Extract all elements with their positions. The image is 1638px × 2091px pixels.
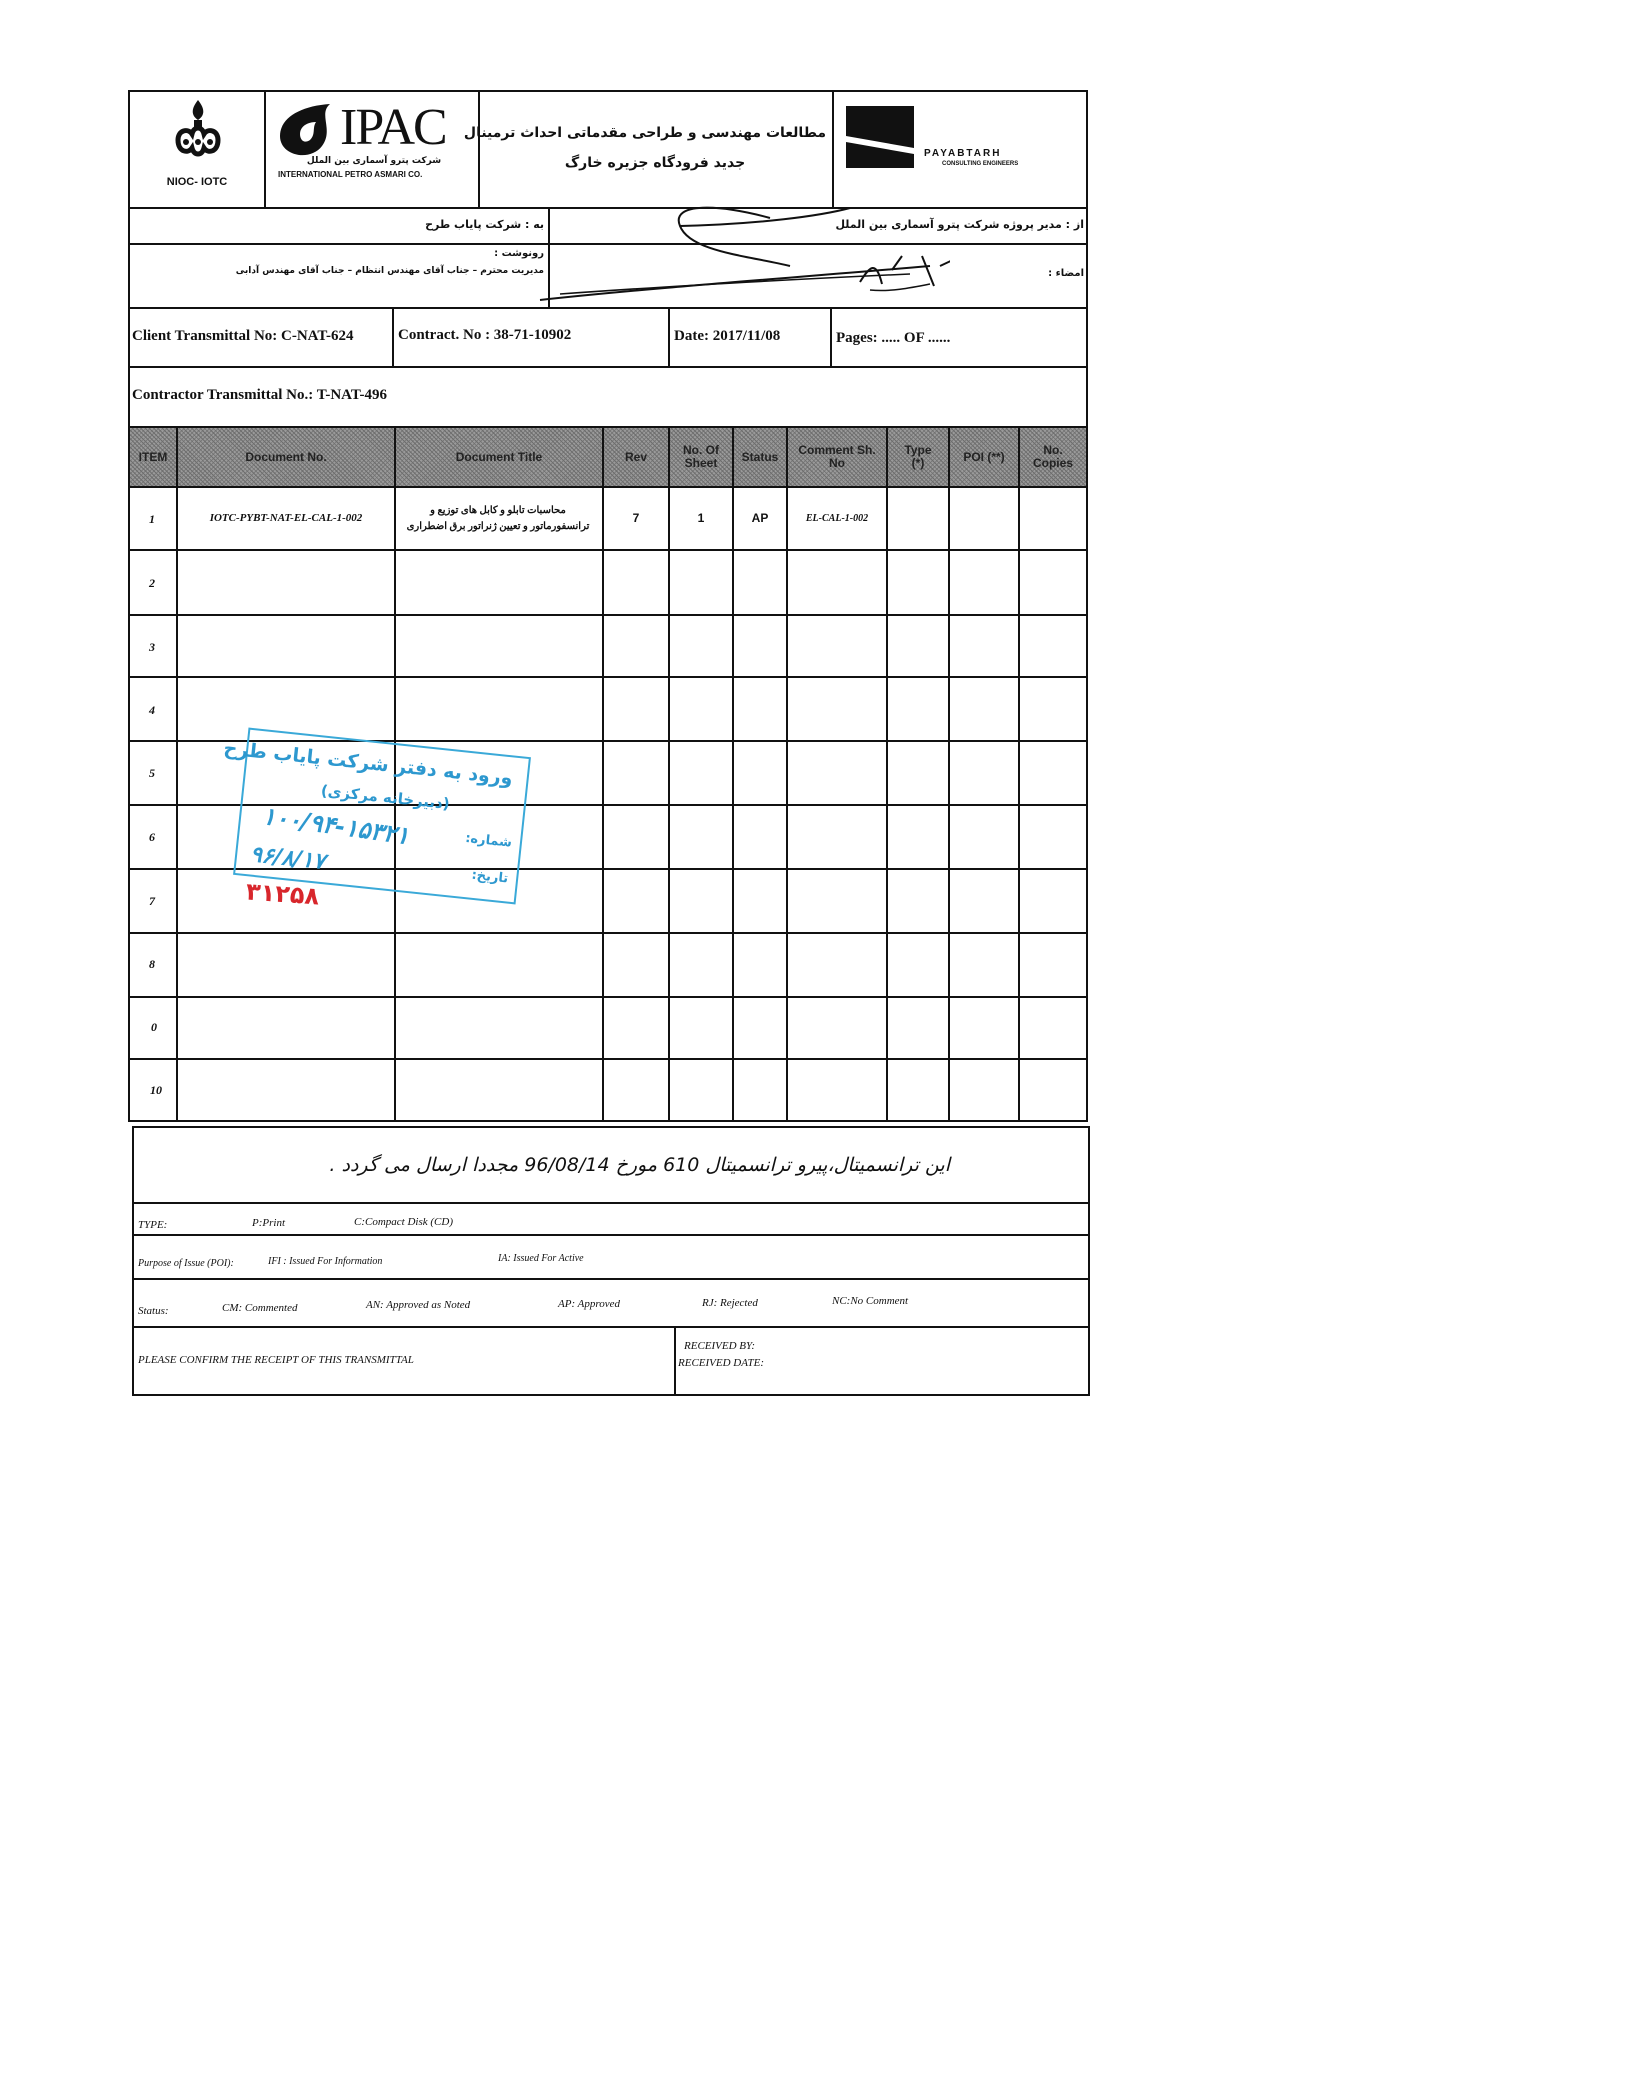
- from-field: از : مدير پروژه شركت پترو آسماری بين الملل: [835, 218, 1084, 231]
- row-item-number: 5: [149, 766, 155, 780]
- poi-ia: IA: Issued For Active: [498, 1253, 584, 1264]
- status-label: Status:: [138, 1305, 169, 1317]
- th-comment-sheet: Comment Sh. No: [798, 443, 876, 470]
- row-line: [128, 1058, 1088, 1060]
- payabtarh-logo: [846, 106, 1082, 170]
- col-divider: [948, 426, 950, 1122]
- stamp-line1: ورود به دفتر شركت پاياب طرح: [222, 737, 514, 790]
- nioc-flame-icon: [168, 96, 228, 166]
- row-item-number: 2: [149, 576, 155, 590]
- row-document-no: IOTC-PYBT-NAT-EL-CAL-1-002: [209, 512, 363, 524]
- status-rj: RJ: Rejected: [702, 1297, 758, 1309]
- stamp-number-label: شماره:: [464, 830, 513, 851]
- contractor-transmittal-no: Contractor Transmittal No.: T-NAT-496: [132, 387, 387, 403]
- cc-label: رونوشت :: [494, 248, 544, 259]
- client-transmittal-no: Client Transmittal No: C-NAT-624: [132, 328, 354, 344]
- row-line: [128, 676, 1088, 678]
- row-item-number: 3: [149, 640, 155, 654]
- footer-line: [132, 1202, 1090, 1204]
- stamp-line2: (دبيرخانه مركزی): [320, 781, 451, 813]
- ipac-logo: [274, 96, 470, 186]
- meta-line: [128, 366, 1088, 368]
- cc-text: مديريت محترم – جناب آقای مهندس انتظام – جناب آقای مهندس آدابی: [235, 266, 544, 276]
- th-poi: POI (**): [963, 449, 1005, 464]
- type-label: TYPE:: [138, 1219, 168, 1231]
- status-nc: NC:No Comment: [832, 1295, 909, 1307]
- nioc-label: NIOC- IOTC: [166, 176, 228, 188]
- row-line: [128, 549, 1088, 551]
- ipac-drop-icon: [274, 100, 344, 160]
- row-item-number: 8: [149, 957, 155, 971]
- row-item-number: 6: [149, 830, 155, 844]
- row-item-number: 10: [150, 1083, 162, 1097]
- routing-line-2: [128, 307, 1088, 309]
- status-an: AN: Approved as Noted: [366, 1299, 471, 1311]
- signature-label: امضاء :: [1048, 268, 1084, 279]
- footer-line: [132, 1326, 1090, 1328]
- meta-divider-3: [830, 307, 832, 366]
- th-rev: Rev: [624, 449, 647, 464]
- stamp-number-handwritten: ۱۰۰/۹۴-۱۵۳۲۱: [260, 801, 411, 851]
- th-copies: No. Copies: [1032, 443, 1073, 470]
- payabtarh-sub: CONSULTING ENGINEERS: [942, 161, 1019, 167]
- th-item: ITEM: [138, 449, 168, 464]
- type-cd: C:Compact Disk (CD): [354, 1216, 453, 1228]
- th-type: Type (*): [904, 443, 932, 470]
- meta-divider-2: [668, 307, 670, 366]
- status-ap: AP: Approved: [558, 1298, 621, 1310]
- poi-label: Purpose of Issue (POI):: [138, 1258, 234, 1269]
- transmittal-date: Date: 2017/11/08: [674, 328, 781, 344]
- row-sheets: 1: [697, 511, 705, 525]
- status-cm: CM: Commented: [222, 1302, 298, 1314]
- confirm-receipt: PLEASE CONFIRM THE RECEIPT OF THIS TRANSMITTAL: [138, 1354, 414, 1366]
- ipac-name-fa: شركت پترو آسماری بين الملل: [306, 156, 442, 166]
- transmittal-note: اين ترانسميتال،پيرو ترانسميتال 610 مورخ 96/08/14 مجددا ارسال می گردد .: [329, 1154, 950, 1176]
- row-line: [128, 932, 1088, 934]
- col-divider: [886, 426, 888, 1122]
- th-document-no: Document No.: [245, 449, 327, 464]
- ipac-name-en: INTERNATIONAL PETRO ASMARI CO.: [278, 170, 423, 179]
- red-handwritten-note: ۳۱۲۵۸: [245, 877, 321, 911]
- row-rev: 7: [632, 511, 640, 525]
- header-divider-2: [478, 90, 480, 207]
- project-title-line2: جديد فرودگاه جزيره خارگ: [564, 155, 746, 171]
- footer-divider: [674, 1326, 676, 1396]
- poi-ifi: IFI : Issued For Information: [268, 1256, 383, 1267]
- footer-line: [132, 1278, 1090, 1280]
- row-item-number: 4: [149, 703, 155, 717]
- contract-no: Contract. No : 38-71-10902: [398, 327, 572, 343]
- row-status: AP: [751, 511, 769, 525]
- nioc-logo: [168, 96, 228, 166]
- th-status: Status: [741, 449, 779, 464]
- received-by: RECEIVED BY:: [684, 1340, 756, 1352]
- row-document-title: محاسبات تابلو و كابل های توزيع و ترانسفورماتور و تعيين ژنراتور برق اضطراری: [406, 505, 590, 532]
- project-title-line1: مطالعات مهندسی و طراحی مقدماتی احداث ترمينال: [463, 125, 826, 141]
- footer-line: [132, 1234, 1090, 1236]
- payabtarh-mark-icon: [846, 106, 914, 168]
- header-divider-1: [264, 90, 266, 207]
- row-item-number: 7: [149, 894, 155, 908]
- th-sheets: No. Of Sheet: [683, 443, 719, 470]
- stamp-date-label: تاريخ:: [470, 867, 509, 887]
- signature-scribble: [530, 196, 950, 306]
- received-date: RECEIVED DATE:: [678, 1357, 765, 1369]
- ipac-brand: IPAC: [340, 99, 446, 156]
- header-divider-3: [832, 90, 834, 207]
- meta-divider-1: [392, 307, 394, 366]
- type-print: P:Print: [252, 1217, 285, 1229]
- row-item-number: 0: [151, 1020, 157, 1034]
- row-comment-sheet: EL-CAL-1-002: [805, 512, 869, 524]
- col-divider: [1018, 426, 1020, 1122]
- payabtarh-name: PAYABTARH: [924, 148, 1002, 159]
- row-line: [128, 614, 1088, 616]
- row-item-number: 1: [149, 512, 155, 526]
- to-field: به : شركت پاياب طرح: [425, 218, 544, 231]
- pages-count: Pages: ..... OF ......: [836, 330, 951, 346]
- row-line: [128, 996, 1088, 998]
- stamp-date-handwritten: ۹۶/۸/۱۷: [248, 842, 327, 875]
- th-document-title: Document Title: [455, 449, 543, 464]
